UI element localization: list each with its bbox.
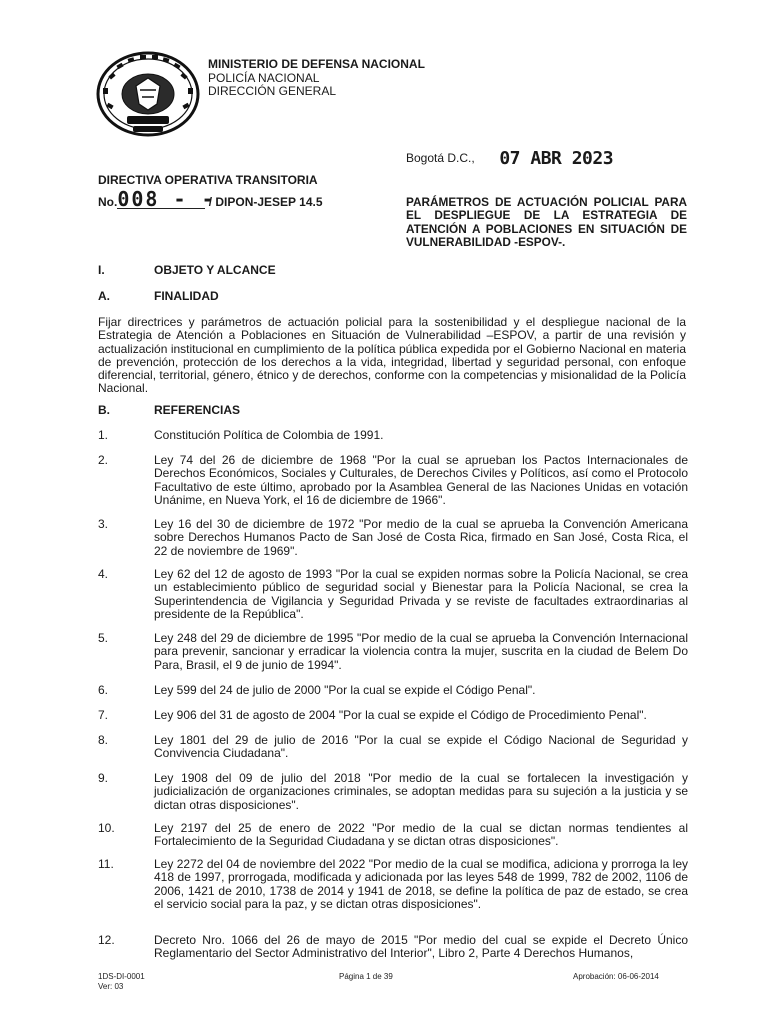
reference-item: [98, 454, 688, 507]
city-label: Bogotá D.C.,: [406, 151, 475, 165]
reference-item: [98, 684, 688, 697]
reference-number: 3.: [98, 517, 109, 531]
reference-item: [98, 822, 688, 849]
reference-text: Ley 74 del 26 de diciembre de 1968 "Por la cual se aprueban los Pactos Internacionales de Derechos Económicos, Sociales y Culturales, de Derechos Civiles y Políticos, así como el Protocolo Facultativo de este último, aprobado por la Asamblea General de las Naciones Unidas en votación Unánime, en Nueva York, el 16 de diciembre de 1966".: [154, 453, 688, 507]
footer-code: 1DS-DI-0001: [98, 972, 145, 981]
reference-text: Ley 1801 del 29 de julio de 2016 "Por la cual se expide el Código Nacional de Seguridad y Convivencia Ciudadana".: [154, 733, 688, 761]
footer-document-code: [98, 972, 145, 991]
section-title: REFERENCIAS: [154, 403, 241, 417]
reference-number: 2.: [98, 453, 109, 467]
section-title: OBJETO Y ALCANCE: [154, 263, 276, 277]
reference-text: Ley 16 del 30 de diciembre de 1972 "Por medio de la cual se aprueba la Convención Americana sobre Derechos Humanos Pacto de San José de Costa Rica, firmado en San José, Costa Rica, el 22 de noviembre de 1969".: [154, 517, 688, 558]
finalidad-paragraph: Fijar directrices y parámetros de actuación policial para la sostenibilidad y el despliegue nacional de la Estrategia de Atención a Poblaciones en Situación de Vulnerabilidad –ESPOV, a partir de una revisión y actualización institucional en cumplimiento de la política pública expedida por el Gobierno Nacional en materia de prevención, protección de los derechos a la vida, integridad, libertad y seguridad personal, con enfoque diferencial, territorial, género, étnico y de derechos, conforme con la competencias y misionalidad de la Policía Nacional.: [98, 315, 686, 396]
reference-number: 5.: [98, 631, 109, 645]
city-date-line: [406, 146, 613, 167]
reference-text: Ley 599 del 24 de julio de 2000 "Por la cual se expide el Código Penal".: [154, 683, 536, 697]
section-heading-objeto: [98, 263, 276, 277]
reference-text: Ley 2197 del 25 de enero de 2022 "Por medio de la cual se dictan normas tendientes al Fortalecimiento de la Seguridad Ciudadana y se dictan otras disposiciones".: [154, 821, 688, 849]
reference-number: 9.: [98, 771, 109, 785]
directive-no-label: No.: [98, 195, 118, 209]
reference-number: 12.: [98, 933, 115, 947]
reference-item: [98, 934, 688, 961]
directive-number: 008 - -: [117, 187, 216, 211]
reference-text: Ley 2272 del 04 de noviembre del 2022 "Por medio de la cual se modifica, adiciona y prorroga la ley 418 de 1997, prorrogada, modificada y adicionada por las leyes 548 de 1999, 782 de 2002, 1106 de 2006, 1421 de 2010, 1738 de 2014 y 1941 de 2018, se define la política de paz de estado, se crea el servicio social para la paz, y se dictan otras disposiciones".: [154, 857, 688, 911]
reference-number: 10.: [98, 821, 115, 835]
date-stamp: 07 ABR 2023: [499, 148, 614, 169]
reference-item: [98, 568, 688, 621]
police-name: POLICÍA NACIONAL: [208, 70, 320, 85]
reference-number: 4.: [98, 567, 109, 581]
ministry-name: MINISTERIO DE DEFENSA NACIONAL: [208, 57, 425, 71]
reference-text: Ley 248 del 29 de diciembre de 1995 "Por medio de la cual se aprueba la Convención Internacional para prevenir, sancionar y erradicar la violencia contra la mujer, suscrita en la ciudad de Belem Do Para, Brasil, el 9 de junio de 1994".: [154, 631, 688, 672]
directive-number-line: [98, 187, 323, 211]
reference-number: 11.: [98, 857, 114, 871]
section-number: I.: [98, 263, 105, 277]
reference-item: [98, 709, 688, 722]
footer-page-number: Página 1 de 39: [339, 972, 393, 981]
reference-item: [98, 858, 688, 911]
reference-item: [98, 429, 688, 442]
reference-number: 8.: [98, 733, 109, 747]
reference-text: Ley 62 del 12 de agosto de 1993 "Por la cual se expiden normas sobre la Policía Nacional, se crea un establecimiento público de seguridad social y Bienestar para la Policía Nacional, se crea la Superintendencia de Vigilancia y Seguridad Privada y se reviste de facultades extraordinarias al presidente de la República".: [154, 567, 688, 621]
direction-name: DIRECCIÓN GENERAL: [208, 84, 337, 98]
reference-text: Ley 1908 del 09 de julio del 2018 "Por medio de la cual se fortalecen la investigación y judicialización de organizaciones criminales, se adoptan medidas para su sujeción a la justicia y se dictan otras disposiciones".: [154, 771, 688, 812]
reference-number: 7.: [98, 708, 109, 722]
directive-code: / DIPON-JESEP 14.5: [208, 195, 323, 209]
section-number: B.: [98, 403, 110, 417]
reference-text: Constitución Política de Colombia de 1991.: [154, 428, 384, 442]
footer-version: Ver: 03: [98, 981, 124, 991]
reference-text: Decreto Nro. 1066 del 26 de mayo de 2015 "Por medio del cual se expide el Decreto Único Reglamentario del Sector Administrativo del Interior", Libro 2, Parte 4 Derechos Humanos,: [154, 933, 688, 961]
directive-title: DIRECTIVA OPERATIVA TRANSITORIA: [98, 173, 318, 187]
issuer-header: [208, 58, 425, 99]
reference-item: [98, 772, 688, 812]
footer-approval-date: Aprobación: 06-06-2014: [573, 972, 659, 981]
directive-subject: PARÁMETROS DE ACTUACIÓN POLICIAL PARA EL DESPLIEGUE DE LA ESTRATEGIA DE ATENCIÓN A POBLACIONES EN SITUACIÓN DE VULNERABILIDAD -ESPOV-.: [406, 195, 687, 249]
reference-item: [98, 734, 688, 761]
section-heading-finalidad: [98, 289, 219, 303]
section-title: FINALIDAD: [154, 289, 219, 303]
police-seal-logo: [95, 50, 201, 138]
reference-item: [98, 632, 688, 672]
section-number: A.: [98, 289, 110, 303]
reference-item: [98, 518, 688, 558]
reference-text: Ley 906 del 31 de agosto de 2004 "Por la cual se expide el Código de Procedimiento Penal".: [154, 708, 647, 722]
section-heading-referencias: [98, 403, 240, 417]
reference-number: 1.: [98, 428, 109, 442]
reference-number: 6.: [98, 683, 109, 697]
